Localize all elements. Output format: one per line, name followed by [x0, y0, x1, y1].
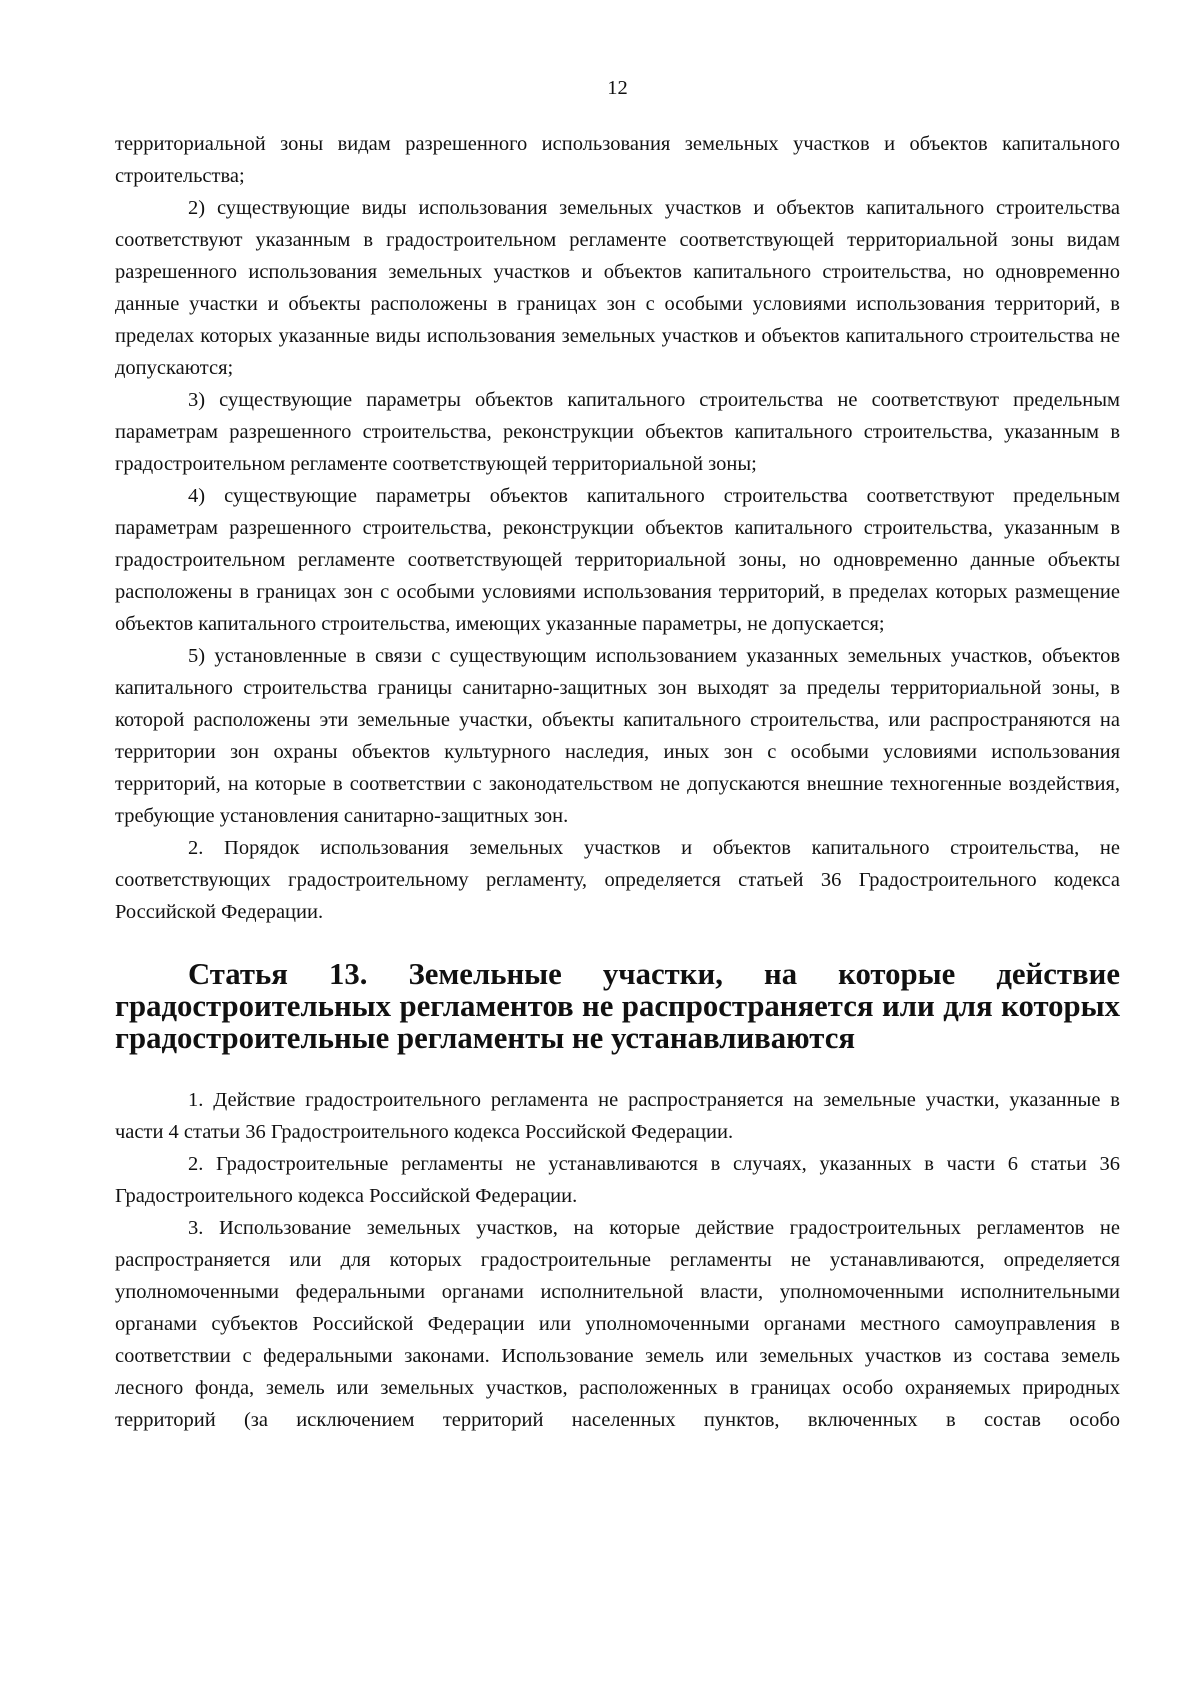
paragraph-clause-2: 2. Порядок использования земельных участков и объектов капитального строительства, не соответствующих градостроительному регламенту, определяется статьей 36 Градостроительного кодекса Российской Федерации. [115, 837, 1120, 923]
paragraph-item-3: 3) существующие параметры объектов капитального строительства не соответствуют предельным параметрам разрешенного строительства, реконструкции объектов капитального строительства, указанным в градостроительном регламенте соответствующей территориальной зоны; [115, 389, 1120, 475]
section-before-article [115, 128, 1120, 928]
paragraph-item-5: 5) установленные в связи с существующим использованием указанных земельных участков, объектов капитального строительства границы санитарно-защитных зон выходят за пределы территориальной зоны, в которой расположены эти земельные участки, объекты капитального строительства, или распространяются на территории зон охраны объектов культурного наследия, иных зон с особыми условиями использования территорий, на которые в соответствии с законодательством не допускаются внешние техногенные воздействия, требующие установления санитарно-защитных зон. [115, 645, 1120, 827]
paragraph-clause-1: 1. Действие градостроительного регламента не распространяется на земельные участки, указанные в части 4 статьи 36 Градостроительного кодекса Российской Федерации. [115, 1089, 1120, 1143]
paragraph-clause-2: 2. Градостроительные регламенты не устанавливаются в случаях, указанных в части 6 статьи 36 Градостроительного кодекса Российской Федерации. [115, 1153, 1120, 1207]
section-article-13 [115, 1084, 1120, 1436]
paragraph-item-2: 2) существующие виды использования земельных участков и объектов капитального строительства соответствуют указанным в градостроительном регламенте соответствующей территориальной зоны видам разрешенного использования земельных участков и объектов капитального строительства, но одновременно данные участки и объекты расположены в границах зон с особыми условиями использования территорий, в пределах которых указанные виды использования земельных участков и объектов капитального строительства не допускаются; [115, 197, 1120, 379]
page-number: 12 [607, 77, 628, 99]
paragraph-item-4: 4) существующие параметры объектов капитального строительства соответствуют предельным параметрам разрешенного строительства, реконструкции объектов капитального строительства, указанным в градостроительном регламенте соответствующей территориальной зоны, но одновременно данные объекты расположены в границах зон с особыми условиями использования территорий, в пределах которых размещение объектов капитального строительства, имеющих указанные параметры, не допускается; [115, 485, 1120, 635]
paragraph: территориальной зоны видам разрешенного использования земельных участков и объектов капитального строительства; [115, 133, 1120, 187]
article-heading: Статья 13. Земельные участки, на которые действие градостроительных регламентов не распространяется или для которых градостроительные регламенты не устанавливаются [115, 957, 1120, 1055]
paragraph-clause-3: 3. Использование земельных участков, на которые действие градостроительных регламентов не распространяется или для которых градостроительные регламенты не устанавливаются, определяется уполномоченными федеральными органами исполнительной власти, уполномоченными исполнительными органами субъектов Российской Федерации или уполномоченными органами местного самоуправления в соответствии с федеральными законами. Использование земель или земельных участков из состава земель лесного фонда, земель или земельных участков, расположенных в границах особо охраняемых природных территорий (за исключением территорий населенных пунктов, включенных в состав особо [115, 1217, 1120, 1431]
